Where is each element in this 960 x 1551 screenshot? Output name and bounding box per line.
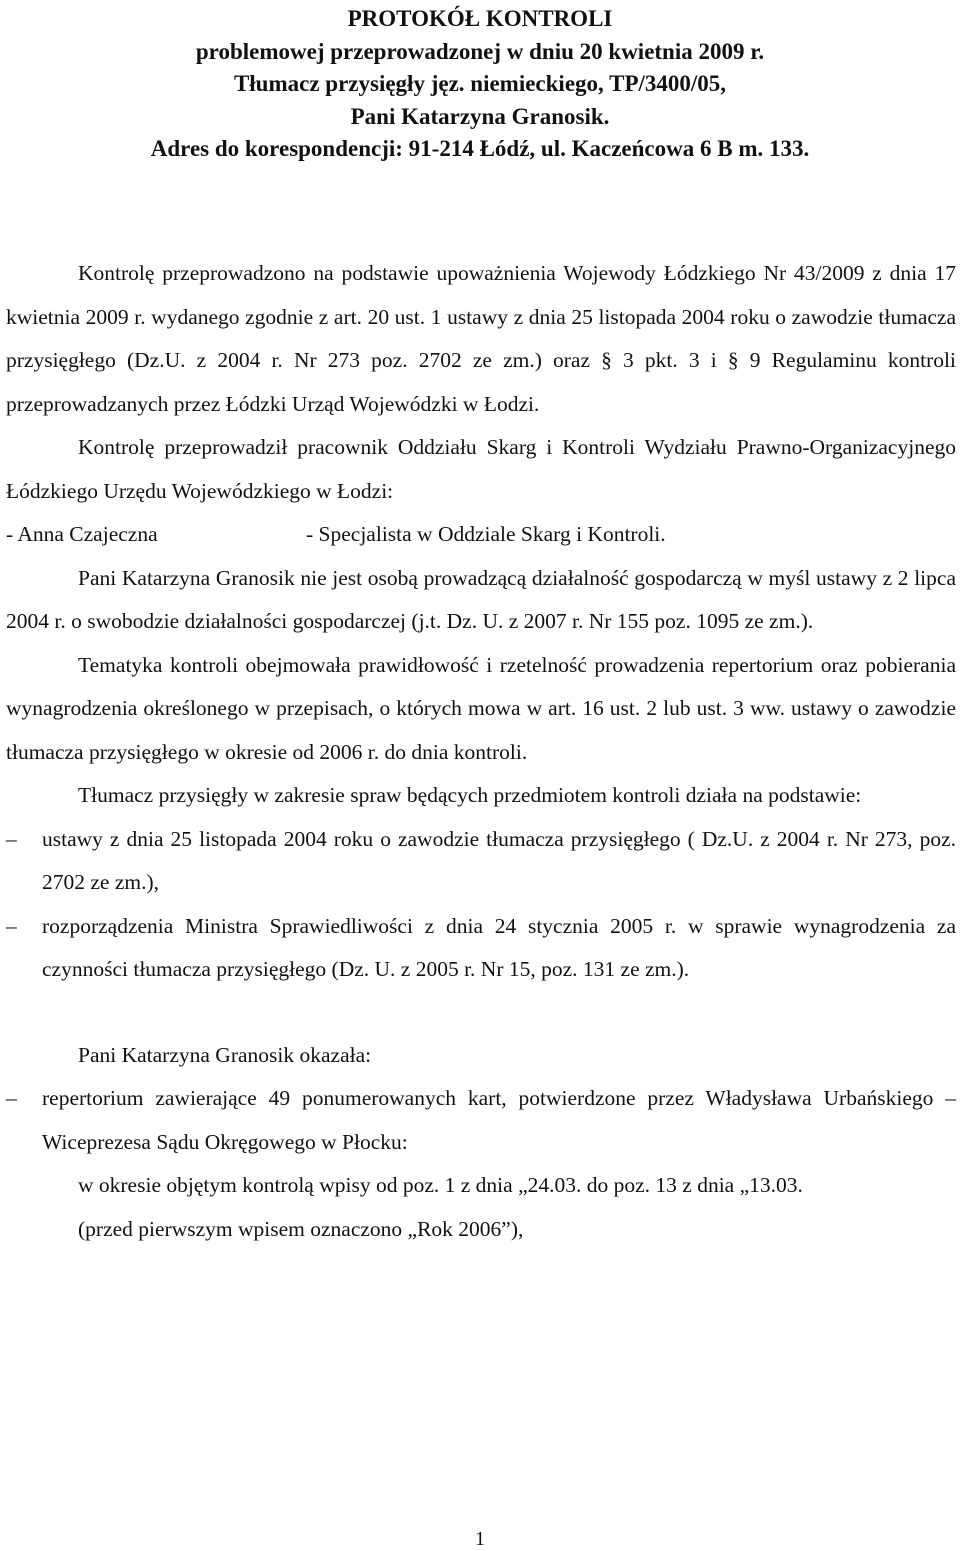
spacer: [6, 992, 956, 1034]
list-item-text: ustawy z dnia 25 listopada 2004 roku o zawodzie tłumacza przysięgłego ( Dz.U. z 2004 r. Nr 273, poz. 2702 ze zm.),: [42, 826, 956, 894]
period-line: w okresie objętym kontrolą wpisy od poz. 1 z dnia „24.03. do poz. 13 z dnia „13.03.: [78, 1173, 803, 1197]
list-item: [6, 818, 956, 905]
document-body: [6, 252, 956, 1251]
list-item-text: repertorium zawierające 49 ponumerowanych kart, potwierdzone przez Władysława Urbańskiego – Wiceprezesa Sądu Okręgowego w Płocku:: [42, 1086, 956, 1154]
page-number: 1: [475, 1528, 485, 1550]
list-dash: –: [6, 826, 17, 851]
paragraph-legal-basis-intro: Tłumacz przysięgły w zakresie spraw będących przedmiotem kontroli działa na podstawie:: [78, 783, 862, 807]
note-line: (przed pierwszym wpisem oznaczono „Rok 2006”),: [78, 1216, 524, 1241]
list-item: [6, 905, 956, 992]
inspector-name: - Anna Czajeczna: [6, 522, 158, 546]
paragraph-authorization: Kontrolę przeprowadzono na podstawie upoważnienia Wojewody Łódzkiego Nr 43/2009 z dnia 17 kwietnia 2009 r. wydanego zgodnie z art. 20 ust. 1 ustawy z dnia 25 listopada 2004 roku o zawodzie tłumacza przysięgłego (Dz.U. z 2004 r. Nr 273 poz. 2702 ze zm.) oraz § 3 pkt. 3 i § 9 Regulaminu kontroli przeprowadzanych przez Łódzki Urząd Wojewódzki w Łodzi.: [6, 261, 956, 416]
list-dash: –: [6, 1086, 17, 1110]
inspector-row: [6, 513, 956, 557]
address-line: Adres do korespondencji: 91-214 Łódź, ul. Kaczeńcowa 6 B m. 133.: [150, 136, 810, 161]
document-title: PROTOKÓŁ KONTROLI: [347, 6, 613, 31]
list-dash: –: [6, 913, 17, 938]
list-item-text: rozporządzenia Ministra Sprawiedliwości z dnia 24 stycznia 2005 r. w sprawie wynagrodzenia za czynności tłumacza przysięgłego (Dz. U. z 2005 r. Nr 15, poz. 131 ze zm.).: [42, 913, 956, 981]
inspection-date-line: problemowej przeprowadzonej w dniu 20 kwietnia 2009 r.: [195, 38, 765, 64]
paragraph-scope: Tematyka kontroli obejmowała prawidłowość i rzetelność prowadzenia repertorium oraz pobierania wynagrodzenia określonego w przepisach, o których mowa w art. 16 ust. 2 lub ust. 3 ww. ustawy o zawodzie tłumacza przysięgłego w okresie od 2006 r. do dnia kontroli.: [6, 652, 956, 764]
paragraph-inspector-intro: Kontrolę przeprowadził pracownik Oddziału Skarg i Kontroli Wydziału Prawno-Organizacyjnego Łódzkiego Urzędu Wojewódzkiego w Łodzi:: [6, 435, 956, 503]
paragraph-presented: Pani Katarzyna Granosik okazała:: [78, 1042, 372, 1067]
inspector-role: - Specjalista w Oddziale Skarg i Kontroli.: [306, 522, 666, 546]
translator-name-line: Pani Katarzyna Granosik.: [350, 103, 610, 129]
document-header: [0, 0, 960, 166]
list-item: [6, 1077, 956, 1164]
translator-line: Tłumacz przysięgły jęz. niemieckiego, TP/3400/05,: [233, 71, 727, 96]
paragraph-business-status: Pani Katarzyna Granosik nie jest osobą prowadzącą działalność gospodarczą w myśl ustawy z 2 lipca 2004 r. o swobodzie działalności gospodarczej (j.t. Dz. U. z 2007 r. Nr 155 poz. 1095 ze zm.).: [6, 565, 956, 633]
